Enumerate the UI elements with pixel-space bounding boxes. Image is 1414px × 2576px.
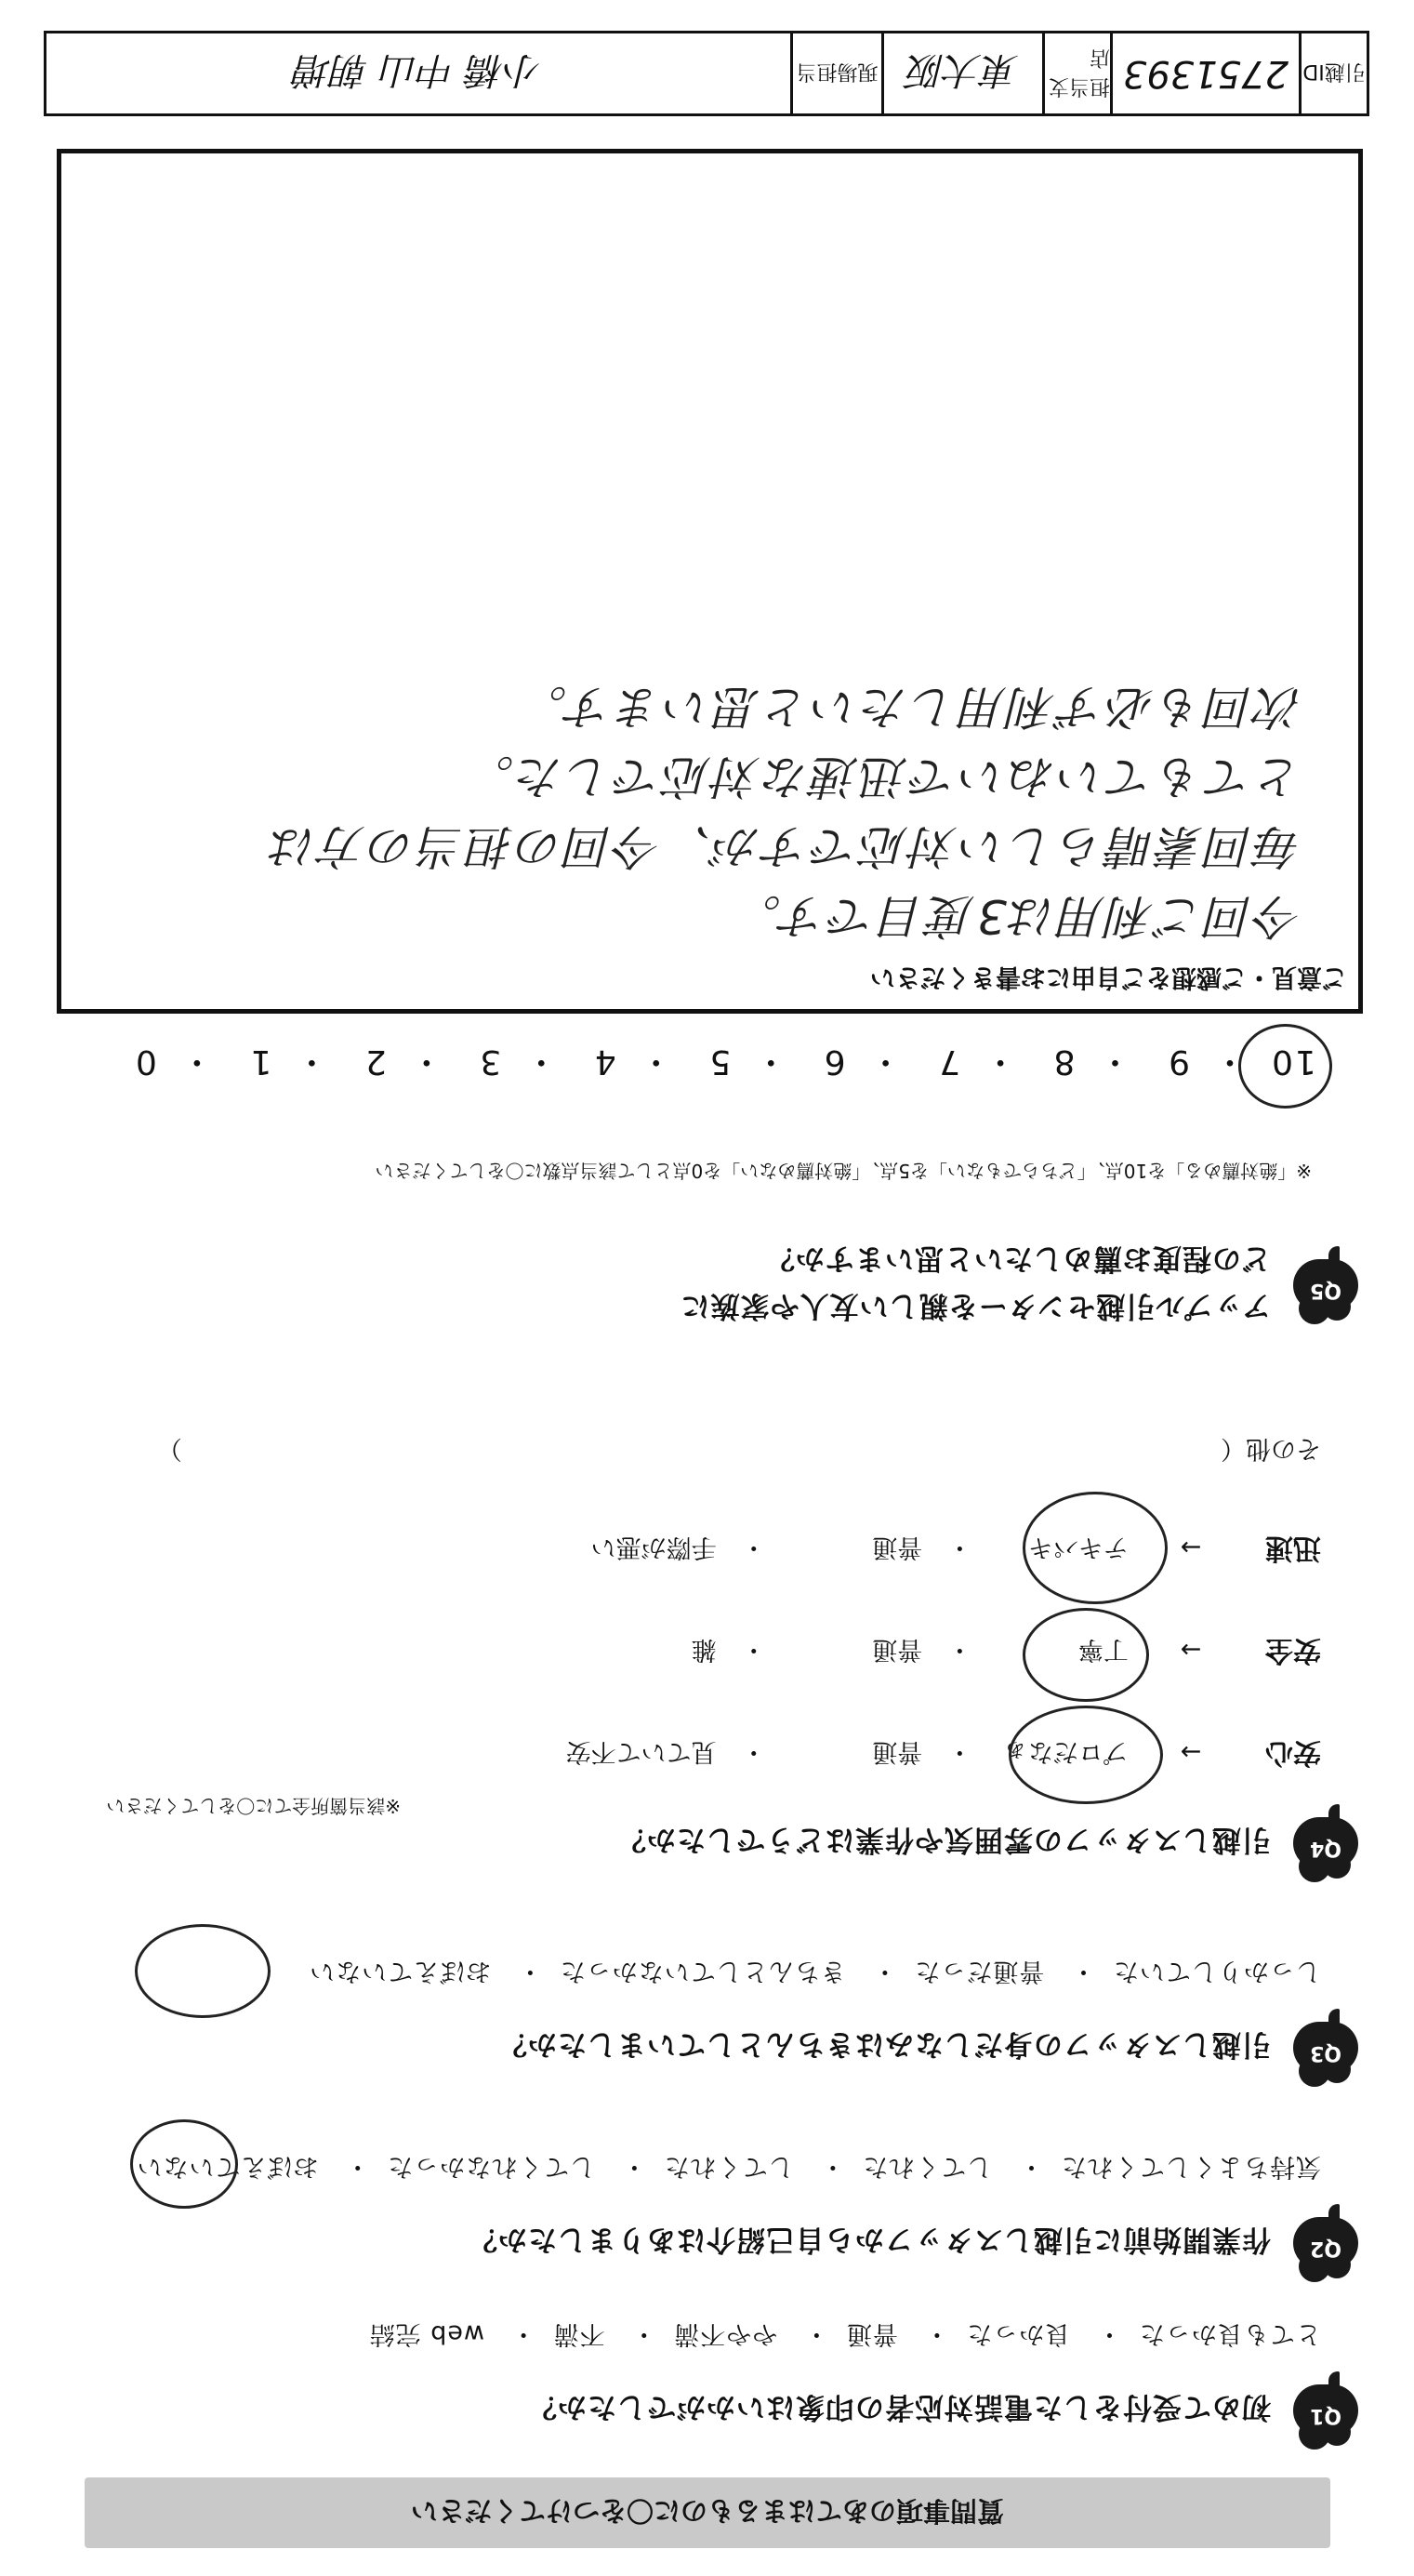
q4-row-label: 迅速 — [1265, 1532, 1321, 1564]
comment-line: 今回ご利用は3度目です。 — [732, 889, 1302, 943]
q4-jinsoku-selection-circle — [1023, 1492, 1168, 1604]
q4-row-jinsoku: 迅速 → テキパキ・ 普通・ 手際が悪い — [577, 1531, 1321, 1572]
q1-option[interactable]: 不満 — [552, 2319, 605, 2348]
q4-note: ※該当箇所全てに〇をしてください — [106, 1795, 401, 1817]
q4-anzen-selection-circle — [1023, 1608, 1149, 1702]
q1-badge-icon: Q1 — [1293, 2384, 1358, 2437]
q2-option[interactable]: おぼえていない — [136, 2152, 319, 2181]
score-option[interactable]: 6 — [822, 1042, 846, 1081]
question-4 — [616, 1817, 1358, 1869]
branch-value: 東大阪 — [881, 33, 1042, 113]
q1-option[interactable]: やや不満 — [673, 2319, 778, 2348]
comment-title: ご意見・ご感想をご自由にお書きください — [870, 963, 1347, 991]
q3-badge-icon: Q3 — [1293, 2022, 1358, 2074]
score-option[interactable]: 4 — [592, 1042, 616, 1081]
q4-option[interactable]: 普通 — [872, 1737, 923, 1766]
q4-option[interactable]: 普通 — [872, 1533, 923, 1561]
question-5 — [681, 1241, 1358, 1330]
q4-anshin-selection-circle — [1009, 1706, 1163, 1804]
q4-badge-icon: Q4 — [1293, 1817, 1358, 1869]
question-1 — [527, 2384, 1358, 2437]
q5-text-line1: アップル引越センターを親しい友人や家族に — [680, 1289, 1271, 1322]
q1-options: とても良かった・ 良かった・ 普通・ やや不満・ 不満・ web 完結 — [369, 2318, 1321, 2355]
q3-option[interactable]: しっかりしていた — [1113, 1957, 1321, 1985]
q4-row-label: 安心 — [1265, 1736, 1321, 1769]
q2-badge-icon: Q2 — [1293, 2217, 1358, 2269]
comment-line: とてもていねいで迅速な対応でした。 — [465, 750, 1302, 803]
question-2 — [468, 2217, 1358, 2269]
q5-selected-circle — [1238, 1024, 1332, 1109]
q4-other-label: その他（ — [1221, 1434, 1321, 1463]
q4-text: 引越しスタッフの雰囲気や作業はどうでしたか？ — [616, 1823, 1271, 1857]
q4-option[interactable]: 普通 — [872, 1635, 923, 1664]
q2-selection-circle — [130, 2119, 238, 2209]
site-leader-value: 小橋 中山 朝増 — [295, 48, 542, 92]
q5-note: ※「絶対薦める」を10点、「どちらでもない」を5点、「絶対薦めない」を0点として該当点数に〇をしてください — [375, 1160, 1312, 1182]
comment-box[interactable] — [57, 149, 1363, 1014]
q1-text: 初めて受付をした電話対応者の印象はいかがでしたか？ — [527, 2390, 1271, 2424]
score-option[interactable]: 1 — [248, 1042, 272, 1081]
q3-option[interactable]: 普通だった — [914, 1957, 1045, 1985]
q4-row-label: 安全 — [1265, 1634, 1321, 1666]
site-leader-label: 現場担当 — [790, 33, 881, 113]
arrow-icon: → — [1180, 1635, 1202, 1664]
score-option[interactable]: 3 — [478, 1042, 502, 1081]
score-option[interactable]: 2 — [363, 1042, 387, 1081]
q2-options: 気持ちよくしてくれた・ してくれた・ してくれた・ してくれなかった・ おぼえていない — [137, 2151, 1321, 2187]
q4-option[interactable]: テキパキ — [1027, 1533, 1129, 1561]
q3-selection-circle — [135, 1924, 271, 2018]
q3-option[interactable]: きちんとしていなかった — [559, 1957, 846, 1985]
q1-option[interactable]: 普通 — [845, 2319, 898, 2348]
move-id-label: 引越ID — [1299, 33, 1367, 113]
arrow-icon: → — [1180, 1737, 1202, 1766]
q4-other-close: ） — [156, 1434, 182, 1463]
q2-option[interactable]: してくれた — [663, 2152, 794, 2181]
q4-option[interactable]: 丁寧 — [1077, 1635, 1129, 1664]
score-option[interactable]: 8 — [1051, 1042, 1076, 1081]
instructions-banner: 質問事項のあてはまるものに〇をつけてください — [85, 2477, 1330, 2548]
q4-row-anzen: 安全 → 丁寧・ 普通・ 雑 — [577, 1633, 1321, 1674]
score-option[interactable]: 7 — [937, 1042, 961, 1081]
score-option[interactable]: 5 — [707, 1042, 732, 1081]
q1-option[interactable]: とても良かった — [1139, 2319, 1321, 2348]
q3-options: しっかりしていた・ 普通だった・ きちんとしていなかった・ おぼえていない — [309, 1956, 1321, 1992]
q5-badge-icon: Q5 — [1293, 1259, 1358, 1311]
question-3 — [497, 2022, 1358, 2074]
q5-score-scale: 10・ 9・ 8・ 7・ 6・ 5・ 4・ 3・ 2・ 1・ 0 — [99, 1041, 1340, 1088]
staff-info-table — [44, 31, 1369, 116]
score-option[interactable]: 10 — [1270, 1042, 1316, 1081]
q3-option[interactable]: おぼえていない — [309, 1957, 492, 1985]
comment-line: 毎回素晴らしい対応ですが、今回の担当の方は — [268, 819, 1302, 873]
arrow-icon: → — [1180, 1533, 1202, 1561]
q4-row-other — [157, 1433, 1321, 1469]
q4-option[interactable]: プロだなぁ — [1002, 1737, 1129, 1766]
q4-option[interactable]: 見ていて不安 — [565, 1737, 717, 1766]
q4-option[interactable]: 手際が悪い — [590, 1533, 717, 1561]
comment-line: 次回も必ず利用したいと思います。 — [518, 680, 1302, 734]
q5-text-line2: どの程度お薦めしたいと思いますか？ — [765, 1242, 1271, 1275]
q3-text: 引越しスタッフの身だしなみはきちんとしていましたか？ — [497, 2027, 1271, 2062]
q2-option[interactable]: してくれた — [862, 2152, 993, 2181]
score-option[interactable]: 9 — [1167, 1042, 1190, 1081]
q1-option[interactable]: 良かった — [966, 2319, 1071, 2348]
q4-option[interactable]: 雑 — [691, 1635, 717, 1664]
q2-option[interactable]: してくれなかった — [387, 2152, 596, 2181]
move-id-value: 2751393 — [1110, 33, 1299, 113]
q2-option[interactable]: 気持ちよくしてくれた — [1061, 2152, 1321, 2181]
q4-row-anshin: 安心 → プロだなぁ・ 普通・ 見ていて不安 — [566, 1735, 1321, 1776]
q2-text: 作業開始前に引越しスタッフから自己紹介はありましたか？ — [468, 2223, 1271, 2257]
score-option[interactable]: 0 — [134, 1042, 157, 1081]
q1-option[interactable]: web 完結 — [368, 2319, 485, 2348]
branch-label: 担当支店 — [1042, 33, 1110, 113]
